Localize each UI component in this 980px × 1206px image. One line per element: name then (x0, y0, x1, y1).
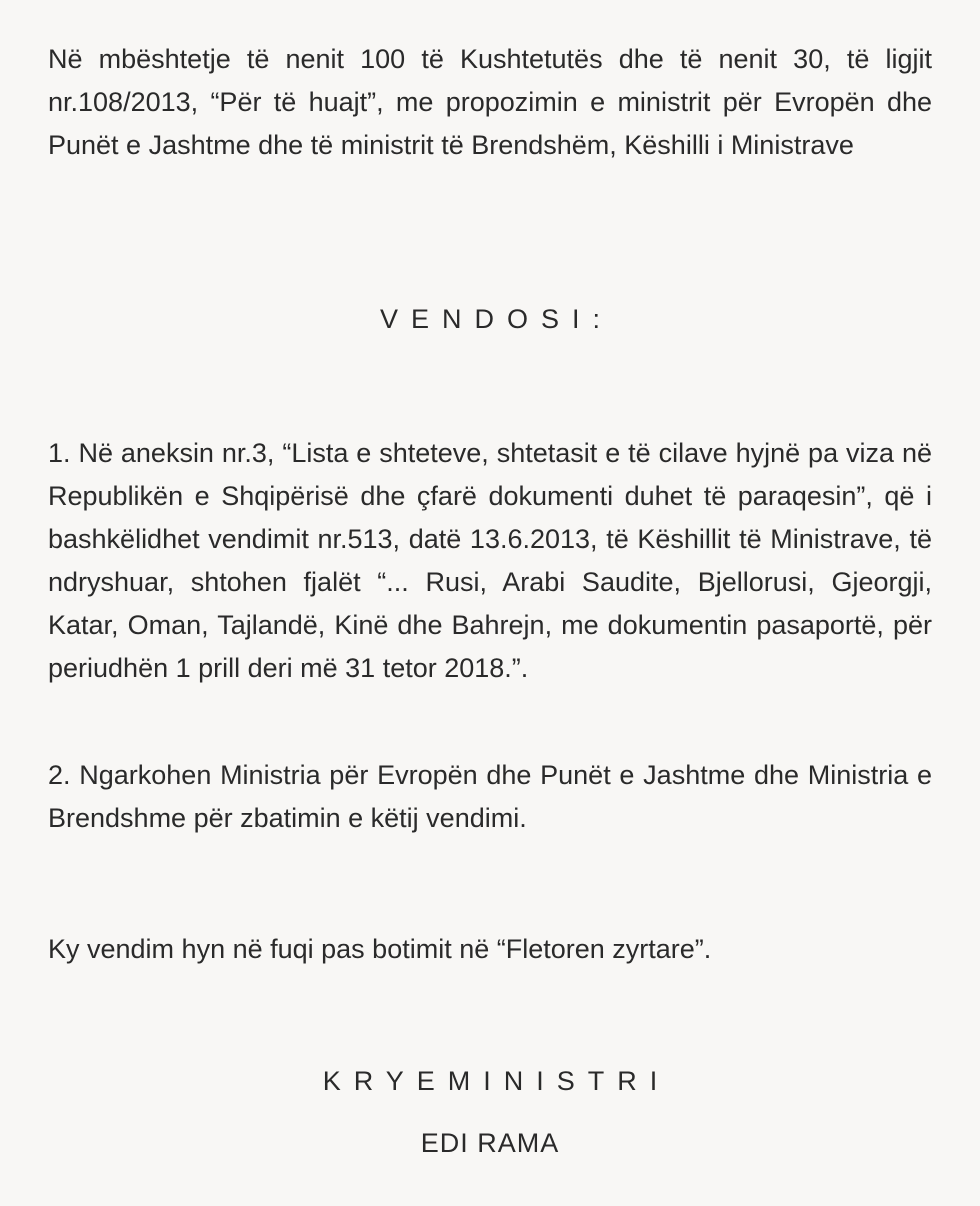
decision-item-2: 2. Ngarkohen Ministria për Evropën dhe Punët e Jashtme dhe Ministria e Brendshme për zbatimin e këtij vendimi. (48, 760, 932, 833)
decision-heading: VENDOSI: (379, 304, 614, 334)
signature-title: KRYEMINISTRI (322, 1066, 671, 1096)
signature-name: EDI RAMA (420, 1128, 560, 1158)
entry-into-force-paragraph: Ky vendim hyn në fuqi pas botimit në “Fletoren zyrtare”. (48, 934, 712, 964)
decision-item-1: 1. Në aneksin nr.3, “Lista e shteteve, shtetasit e të cilave hyjnë pa viza në Republikën e Shqipërisë dhe çfarë dokumenti duhet të paraqesin”, që i bashkëlidhet vendimit nr.513, datë 13.6.2013, të Këshillit të Ministrave, të ndryshuar, shtohen fjalët “... Rusi, Arabi Saudite, Bjellorusi, Gjeorgji, Katar, Oman, Tajlandë, Kinë dhe Bahrejn, me dokumentin pasaportë, për periudhën 1 prill deri më 31 tetor 2018.”. (48, 438, 932, 683)
preamble-paragraph: Në mbështetje të nenit 100 të Kushtetutës dhe të nenit 30, të ligjit nr.108/2013, “Për të huajt”, me propozimin e ministrit për Evropën dhe Punët e Jashtme dhe të ministrit të Brendshëm, Këshilli i Ministrave (48, 44, 932, 160)
